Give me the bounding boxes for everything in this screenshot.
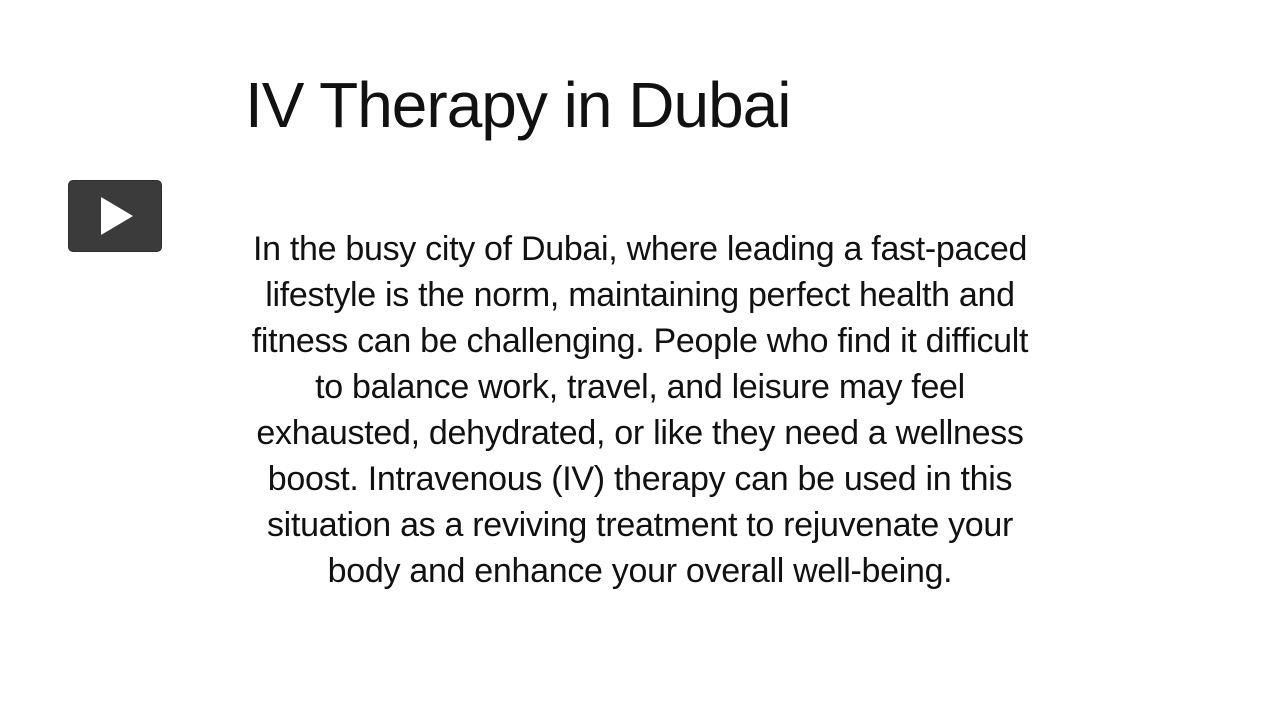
body-line: lifestyle is the norm, maintaining perfect health and: [265, 276, 1015, 314]
body-line: fitness can be challenging. People who find it difficult: [251, 322, 1029, 360]
video-play-button[interactable]: [68, 180, 162, 252]
body-line: exhausted, dehydrated, or like they need a wellness: [256, 414, 1024, 452]
body-line: In the busy city of Dubai, where leading a fast-paced: [252, 230, 1028, 268]
slide-body-paragraph: [160, 226, 1120, 594]
play-icon: [101, 197, 133, 235]
body-line: boost. Intravenous (IV) therapy can be used in this: [267, 460, 1013, 498]
body-line: to balance work, travel, and leisure may feel: [315, 368, 965, 406]
slide-title: IV Therapy in Dubai: [245, 69, 791, 141]
body-line: situation as a reviving treatment to rejuvenate your: [266, 506, 1014, 544]
body-line: body and enhance your overall well-being.: [327, 552, 953, 590]
